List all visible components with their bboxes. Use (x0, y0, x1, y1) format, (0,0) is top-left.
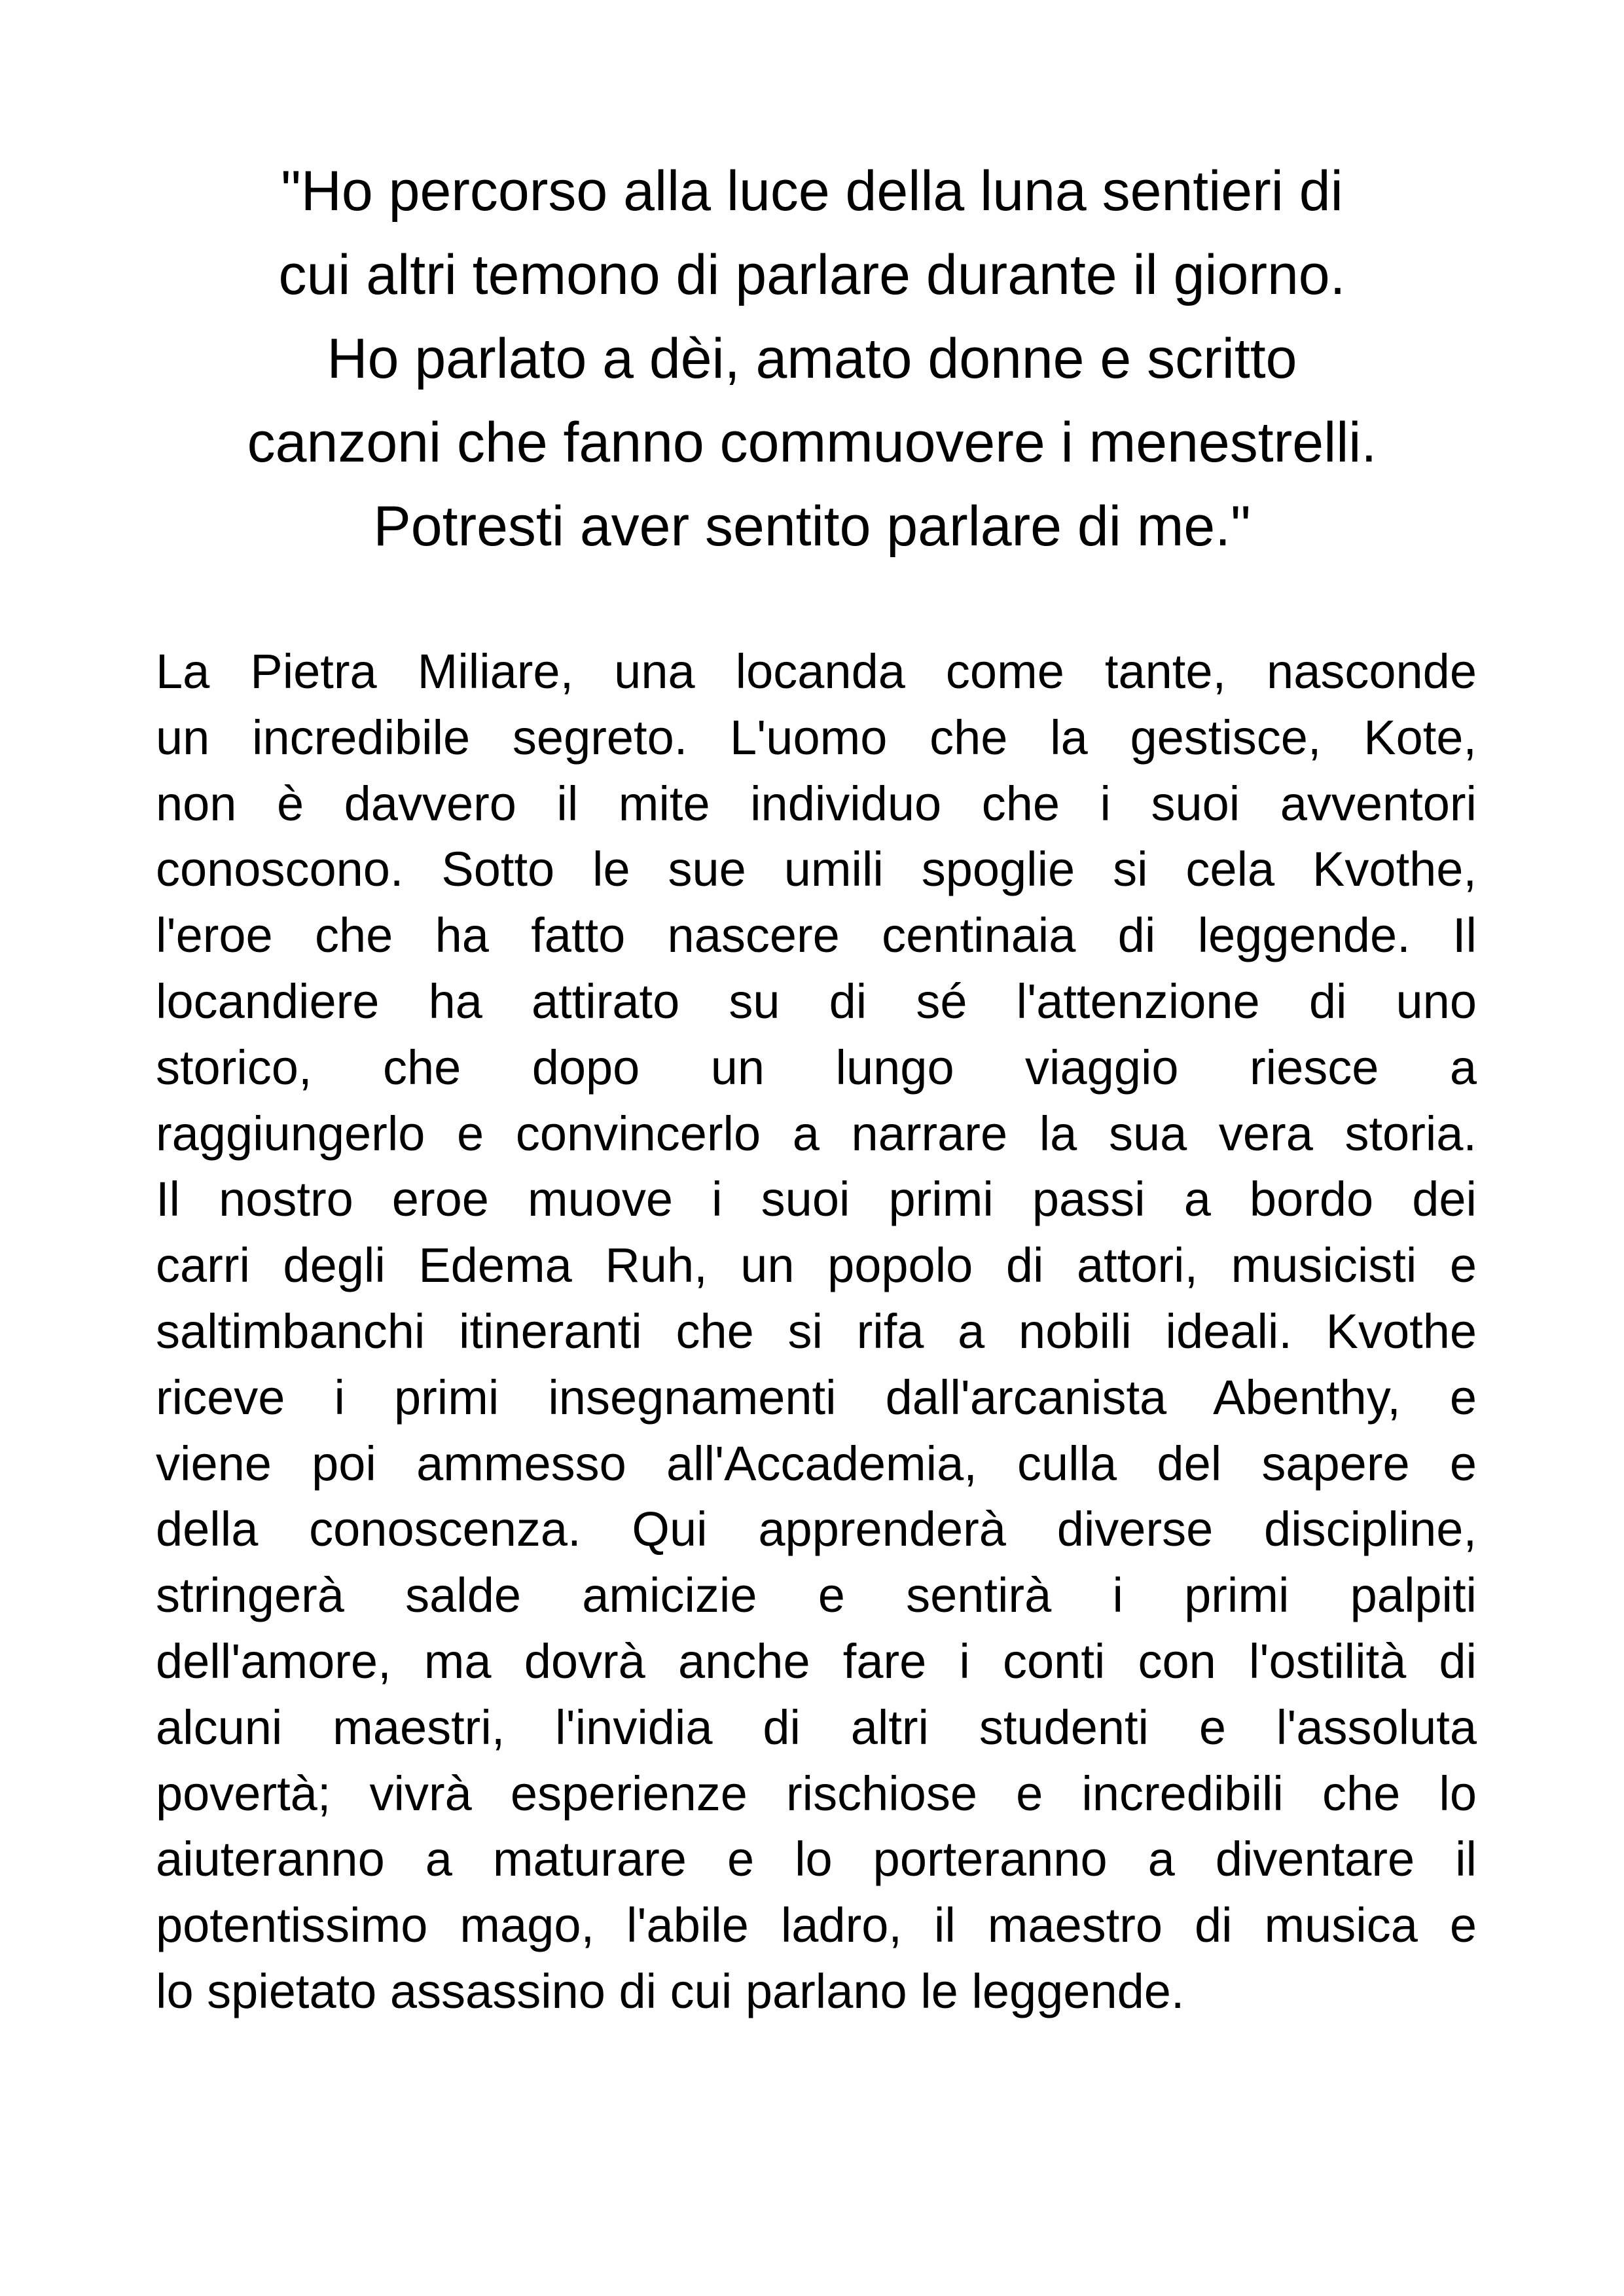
synopsis-line: Il nostro eroe muove i suoi primi passi a bordo dei (156, 1172, 1477, 1227)
synopsis-line: non è davvero il mite individuo che i suoi avventori (156, 776, 1477, 831)
synopsis-line: riceve i primi insegnamenti dall'arcanista Abenthy, e (156, 1370, 1477, 1425)
synopsis-line: stringerà salde amicizie e sentirà i primi palpiti (156, 1568, 1477, 1623)
synopsis-line: viene poi ammesso all'Accademia, culla del sapere e (156, 1436, 1477, 1491)
synopsis-line: dell'amore, ma dovrà anche fare i conti con l'ostilità di (156, 1633, 1477, 1688)
synopsis-paragraph (156, 639, 1477, 2025)
epigraph-quote (0, 149, 1624, 568)
synopsis-line: povertà; vivrà esperienze rischiose e incredibili che lo (156, 1766, 1477, 1821)
synopsis-line: raggiungerlo e convincerlo a narrare la sua vera storia. (156, 1106, 1477, 1161)
synopsis-line: aiuteranno a maturare e lo porteranno a diventare il (156, 1832, 1477, 1887)
quote-line: Potresti aver sentito parlare di me." (373, 495, 1251, 558)
synopsis-line: l'eroe che ha fatto nascere centinaia di leggende. Il (156, 908, 1477, 963)
synopsis-line: conoscono. Sotto le sue umili spoglie si cela Kvothe, (156, 842, 1477, 897)
synopsis-line: saltimbanchi itineranti che si rifa a nobili ideali. Kvothe (156, 1303, 1477, 1358)
synopsis-line: La Pietra Miliare, una locanda come tante, nasconde (156, 644, 1477, 699)
synopsis-line: lo spietato assassino di cui parlano le leggende. (156, 1963, 1185, 2018)
synopsis-line: potentissimo mago, l'abile ladro, il maestro di musica e (156, 1898, 1477, 1953)
quote-line: canzoni che fanno commuovere i menestrelli. (247, 411, 1377, 474)
synopsis-line: un incredibile segreto. L'uomo che la gestisce, Kote, (156, 710, 1477, 765)
quote-line: Ho parlato a dèi, amato donne e scritto (327, 327, 1297, 390)
quote-line: "Ho percorso alla luce della luna sentieri di (281, 160, 1343, 223)
synopsis-line: storico, che dopo un lungo viaggio riesce a (156, 1040, 1477, 1095)
synopsis-line: alcuni maestri, l'invidia di altri studenti e l'assoluta (156, 1700, 1477, 1755)
synopsis-line: della conoscenza. Qui apprenderà diverse discipline, (156, 1502, 1477, 1557)
synopsis-line: carri degli Edema Ruh, un popolo di attori, musicisti e (156, 1238, 1477, 1293)
synopsis-line: locandiere ha attirato su di sé l'attenzione di uno (156, 974, 1477, 1029)
quote-line: cui altri temono di parlare durante il giorno. (278, 244, 1346, 306)
